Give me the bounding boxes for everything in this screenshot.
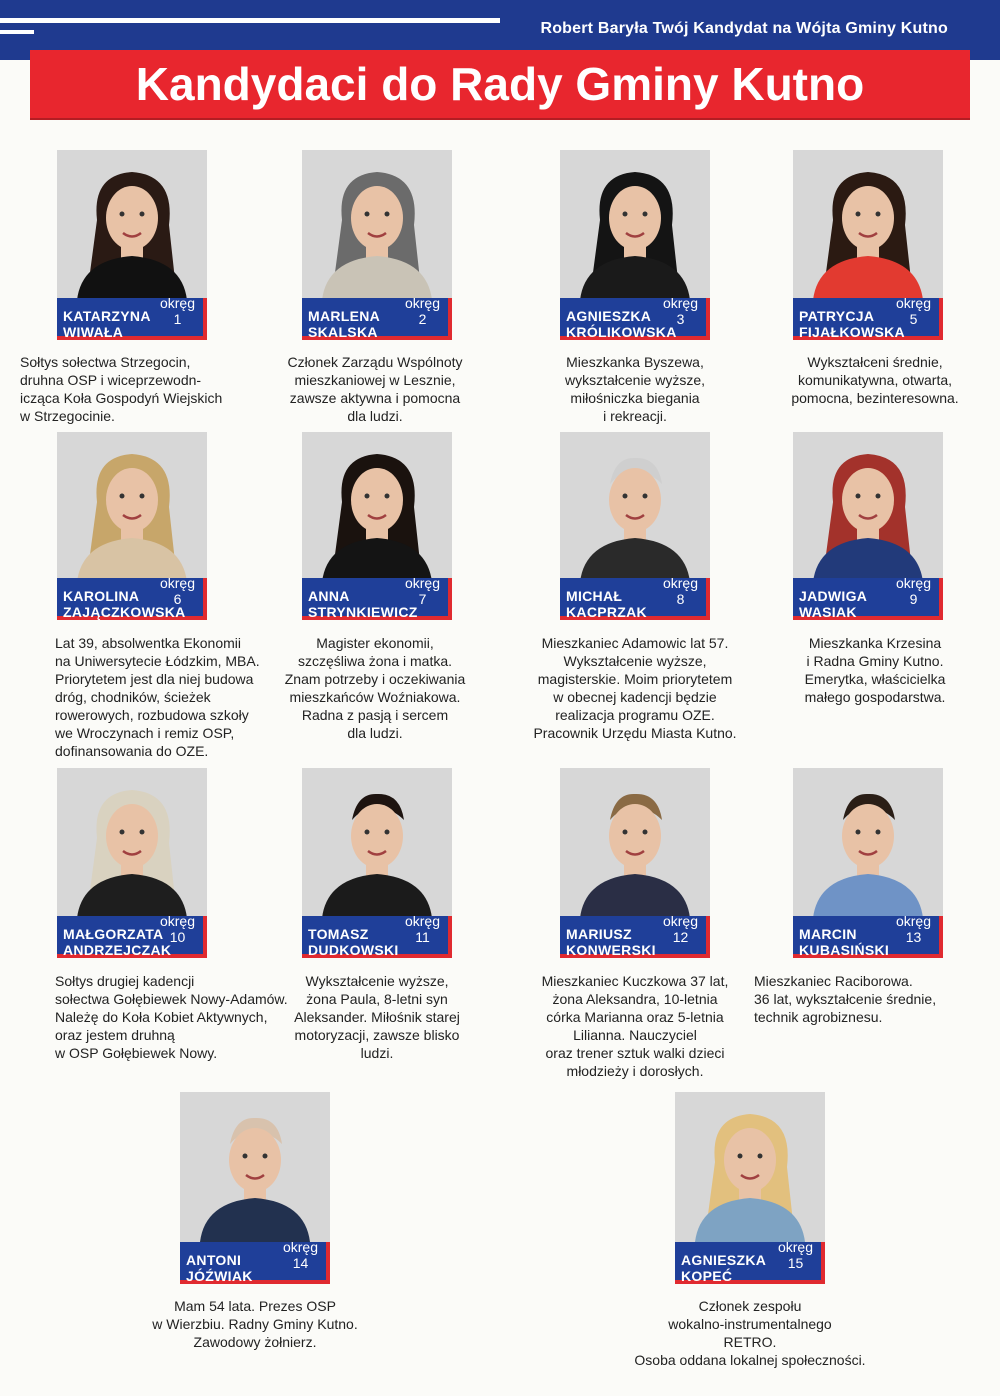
candidate-description: Mieszkaniec Kuczkowa 37 lat, żona Aleksandra, 10-letnia córka Marianna oraz 5-letnia Lilianna. Nauczyciel oraz trener sztuk walki dzieci młodzieży i dorosłych.	[541, 973, 729, 1079]
district-value: 15	[787, 1255, 804, 1271]
district-number	[160, 295, 195, 327]
district-number	[663, 575, 698, 607]
candidate-photo	[180, 1092, 330, 1242]
candidate-name-label	[793, 913, 943, 958]
candidate-name: KAROLINA ZAJĄCZKOWSKA	[63, 588, 186, 620]
candidate-description: Członek zespołu wokalno-instrumentalnego RETRO. Osoba oddana lokalnej społeczności.	[634, 1298, 866, 1368]
district-label: okręg	[404, 575, 440, 591]
candidate-description: Lat 39, absolwentka Ekonomii na Uniwersytecie Łódzkim, MBA. Priorytetem jest dla niej budowa dróg, chodników, ścieżek rowerowych, rozbudowa szkoły we Wroczynach i remiz OSP, dofinansowania do OZE.	[55, 635, 260, 759]
candidate-name: TOMASZ DUDKOWSKI	[308, 926, 399, 958]
candidate-name: MARLENA SKALSKA	[308, 308, 381, 340]
candidate-description: Sołtys sołectwa Strzegocin, druhna OSP i wiceprzewodn- icząca Koła Gospodyń Wiejskich w Strzegocinie.	[20, 354, 223, 424]
district-number	[405, 913, 440, 945]
candidate-description: Mieszkaniec Adamowic lat 57. Wykształcenie wyższe, magisterskie. Moim priorytetem w obecnej kadencji będzie realizacja programu OZE. Pracownik Urzędu Miasta Kutno.	[533, 635, 737, 741]
district-label: okręg	[662, 913, 698, 929]
district-label: okręg	[895, 913, 931, 929]
district-value: 2	[418, 311, 427, 327]
candidate-photo	[302, 432, 452, 582]
candidate-name-label	[793, 295, 943, 340]
candidate-photo	[57, 432, 207, 582]
candidate-name-label	[180, 1239, 330, 1284]
district-value: 6	[173, 591, 182, 607]
district-value: 13	[905, 929, 922, 945]
district-number	[896, 295, 931, 327]
candidate-name-label	[302, 913, 452, 958]
district-label: okręg	[159, 575, 195, 591]
campaign-slogan: Robert Baryła Twój Kandydat na Wójta Gminy Kutno	[540, 20, 948, 37]
candidate-photo	[793, 432, 943, 582]
candidate-name: ANNA STRYNKIEWICZ	[308, 588, 418, 620]
candidate-name: AGNIESZKA KRÓLIKOWSKA	[566, 308, 677, 340]
district-label: okręg	[777, 1239, 813, 1255]
district-label: okręg	[404, 913, 440, 929]
district-value: 8	[676, 591, 685, 607]
candidate-description: Członek Zarządu Wspólnoty mieszkaniowej w Lesznie, zawsze aktywna i pomocna dla ludzi.	[287, 354, 463, 424]
district-number	[896, 575, 931, 607]
decorative-stripe	[0, 18, 500, 23]
candidate-photo	[793, 150, 943, 300]
district-value: 7	[418, 591, 427, 607]
candidate-name: KATARZYNA WIWAŁA	[63, 308, 151, 340]
candidate-name: PATRYCJA FIJAŁKOWSKA	[799, 308, 905, 340]
district-label: okręg	[159, 295, 195, 311]
district-value: 14	[292, 1255, 309, 1271]
decorative-stripe	[0, 30, 34, 34]
district-value: 11	[415, 929, 430, 945]
candidate-name-label	[57, 913, 207, 958]
district-value: 10	[169, 929, 186, 945]
district-label: okręg	[662, 295, 698, 311]
district-label: okręg	[895, 295, 931, 311]
candidate-description: Wykształcenie wyższe, żona Paula, 8-letni syn Aleksander. Miłośnik starej motoryzacji, zawsze blisko ludzi.	[294, 973, 460, 1061]
district-label: okręg	[159, 913, 195, 929]
district-number	[160, 913, 195, 945]
candidate-name: JADWIGA WASIAK	[799, 588, 868, 620]
candidate-photo	[560, 150, 710, 300]
candidate-name-label	[57, 575, 207, 620]
district-label: okręg	[404, 295, 440, 311]
district-number	[778, 1239, 813, 1271]
candidate-description: Magister ekonomii, szczęśliwa żona i matka. Znam potrzeby i oczekiwania mieszkańców Woźniakowa. Radna z pasją i sercem dla ludzi.	[284, 635, 466, 741]
district-number	[663, 295, 698, 327]
candidate-photo	[57, 768, 207, 918]
candidate-name: MICHAŁ KACPRZAK	[566, 588, 647, 620]
district-number	[283, 1239, 318, 1271]
page-title: Kandydaci do Rady Gminy Kutno	[30, 50, 970, 118]
district-value: 9	[909, 591, 918, 607]
candidate-name: MARIUSZ KONWERSKI	[566, 926, 656, 958]
candidate-name-label	[675, 1239, 825, 1284]
candidate-photo	[675, 1092, 825, 1242]
candidate-name-label	[57, 295, 207, 340]
candidate-description: Sołtys drugiej kadencji sołectwa Gołębiewek Nowy-Adamów. Należę do Koła Kobiet Aktywnych, oraz jestem druhną w OSP Gołębiewek Nowy.	[55, 973, 288, 1061]
candidate-name-label	[560, 295, 710, 340]
candidate-name-label	[793, 575, 943, 620]
candidate-name-label	[302, 295, 452, 340]
candidate-description: Mam 54 lata. Prezes OSP w Wierzbiu. Radny Gminy Kutno. Zawodowy żołnierz.	[152, 1298, 358, 1350]
district-value: 12	[672, 929, 689, 945]
district-value: 5	[909, 311, 918, 327]
district-label: okręg	[282, 1239, 318, 1255]
candidate-photo	[793, 768, 943, 918]
candidate-name: MAŁGORZATA ANDRZEJCZAK	[63, 926, 172, 958]
candidate-description: Wykształceni średnie, komunikatywna, otwarta, pomocna, bezinteresowna.	[791, 354, 959, 406]
candidate-name: ANTONI JÓŹWIAK	[186, 1252, 253, 1284]
candidate-description: Mieszkanka Byszewa, wykształcenie wyższe, miłośniczka biegania i rekreacji.	[564, 354, 706, 424]
candidate-description: Mieszkaniec Raciborowa. 36 lat, wykształcenie średnie, technik agrobiznesu.	[754, 973, 937, 1025]
candidate-photo	[560, 768, 710, 918]
district-number	[405, 575, 440, 607]
candidate-name-label	[560, 913, 710, 958]
candidate-photo	[302, 150, 452, 300]
district-value: 3	[676, 311, 685, 327]
candidate-name-label	[560, 575, 710, 620]
district-label: okręg	[662, 575, 698, 591]
district-number	[663, 913, 698, 945]
candidate-name-label	[302, 575, 452, 620]
candidate-photo	[560, 432, 710, 582]
candidate-name: MARCIN KUBASIŃSKI	[799, 926, 890, 958]
district-number	[896, 913, 931, 945]
candidate-photo	[302, 768, 452, 918]
district-number	[160, 575, 195, 607]
candidate-photo	[57, 150, 207, 300]
candidate-name: AGNIESZKA KOPEĆ	[681, 1252, 767, 1284]
district-number	[405, 295, 440, 327]
district-label: okręg	[895, 575, 931, 591]
district-value: 1	[173, 311, 182, 327]
candidate-description: Mieszkanka Krzesina i Radna Gminy Kutno. Emerytka, właścicielka małego gospodarstwa.	[804, 635, 946, 705]
